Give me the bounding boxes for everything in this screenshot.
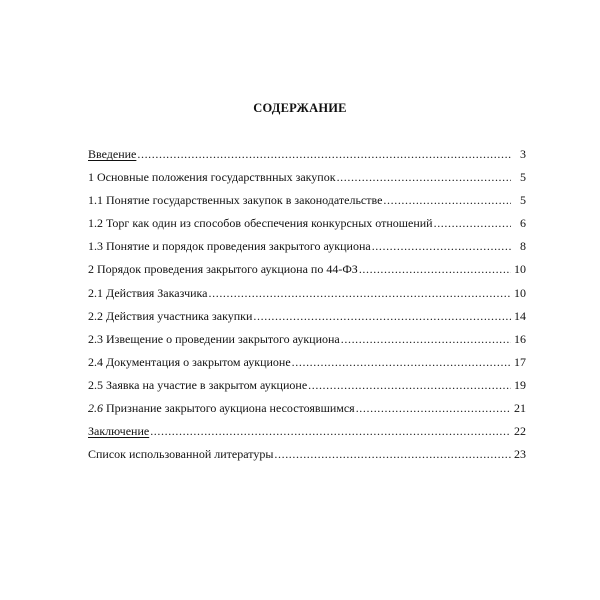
toc-page-number: 17 [514,354,526,369]
toc-entry-number: 2.2 [88,308,103,323]
toc-page-number: 5 [520,170,526,185]
toc-entry-title[interactable]: 2.4 Документация о закрытом аукционе [88,354,291,369]
toc-page-number: 5 [520,193,526,208]
dot-leader [372,239,511,253]
toc-entry-number: 2.3 [88,331,103,346]
toc-entry-conclusion[interactable] [88,424,526,447]
toc-entry-title[interactable]: 2.2 Действия участника закупки [88,308,253,323]
dot-leader [274,447,511,461]
toc-entry-title[interactable]: 1.2 Торг как один из способов обеспечения конкурсных отношений [88,216,433,231]
toc-entry-title[interactable]: Заключение [88,424,150,439]
dot-leader [209,286,511,300]
toc-entry-chapter-1[interactable] [88,170,526,193]
toc-page-number: 21 [514,401,526,416]
toc-entry-section-1-2[interactable] [88,216,526,239]
dot-leader [434,216,511,230]
toc-entry-title[interactable]: 2.5 Заявка на участие в закрытом аукционе [88,377,308,392]
toc-entry-section-2-1[interactable] [88,286,526,309]
toc-page-number: 10 [514,285,526,300]
toc-entry-number: 2.5 [88,377,103,392]
toc-entry-chapter-2[interactable] [88,262,526,285]
toc-page-number: 3 [520,147,526,161]
toc-entry-number: 1.1 [88,193,103,208]
toc-entry-title[interactable]: 1.3 Понятие и порядок проведения закрытого аукциона [88,239,371,254]
toc-entry-number: 1.3 [88,239,103,254]
toc-entry-number: 2 [88,262,94,277]
toc-entry-section-2-2[interactable] [88,309,526,332]
toc-page-number: 22 [514,424,526,439]
toc-page-number: 10 [514,262,526,277]
toc-entry-title[interactable]: 1 Основные положения государствнных закупок [88,170,336,185]
toc-entry-references[interactable] [88,447,526,470]
toc-page-number: 14 [514,308,526,323]
page-title: СОДЕРЖАНИЕ [253,101,347,115]
dot-leader [337,170,511,184]
toc-entry-number: 2.1 [88,285,103,300]
toc-entry-section-2-6[interactable] [88,401,526,424]
dot-leader [308,378,511,392]
toc-entry-number: 1.2 [88,216,103,231]
toc-entry-number: 1 [88,170,94,185]
dot-leader [253,309,511,323]
toc-page-number: 8 [520,239,526,254]
toc-entry-section-1-1[interactable] [88,193,526,216]
toc-entry-number: 2.6 [88,401,103,416]
toc-entry-title[interactable]: Введение [88,147,137,161]
toc-page-number: 23 [514,447,526,462]
toc-page-number: 6 [520,216,526,231]
dot-leader [359,262,511,276]
toc-entry-title[interactable]: 2 Порядок проведения закрытого аукциона по 44-ФЗ [88,262,358,277]
toc-entry-title[interactable]: 2.1 Действия Заказчика [88,285,208,300]
toc-entry-title[interactable]: 2.6 Признание закрытого аукциона несостоявшимся [88,401,355,416]
dot-leader [292,355,511,369]
toc-entry-introduction[interactable] [88,147,526,170]
toc-entry-number: 2.4 [88,354,103,369]
toc-page-number: 16 [514,331,526,346]
dot-leader [341,332,511,346]
toc-entry-section-2-3[interactable] [88,332,526,355]
toc-entry-section-1-3[interactable] [88,239,526,262]
toc-entry-title[interactable]: 1.1 Понятие государственных закупок в законодательстве [88,193,383,208]
table-of-contents [88,147,526,470]
toc-entry-section-2-5[interactable] [88,378,526,401]
dot-leader [137,147,511,161]
toc-page-number: 19 [514,377,526,392]
toc-entry-section-2-4[interactable] [88,355,526,378]
toc-entry-title[interactable]: 2.3 Извещение о проведении закрытого аукциона [88,331,340,346]
dot-leader [150,424,511,438]
dot-leader [356,401,511,415]
toc-entry-title[interactable]: Список использованной литературы [88,447,274,462]
dot-leader [383,193,511,207]
